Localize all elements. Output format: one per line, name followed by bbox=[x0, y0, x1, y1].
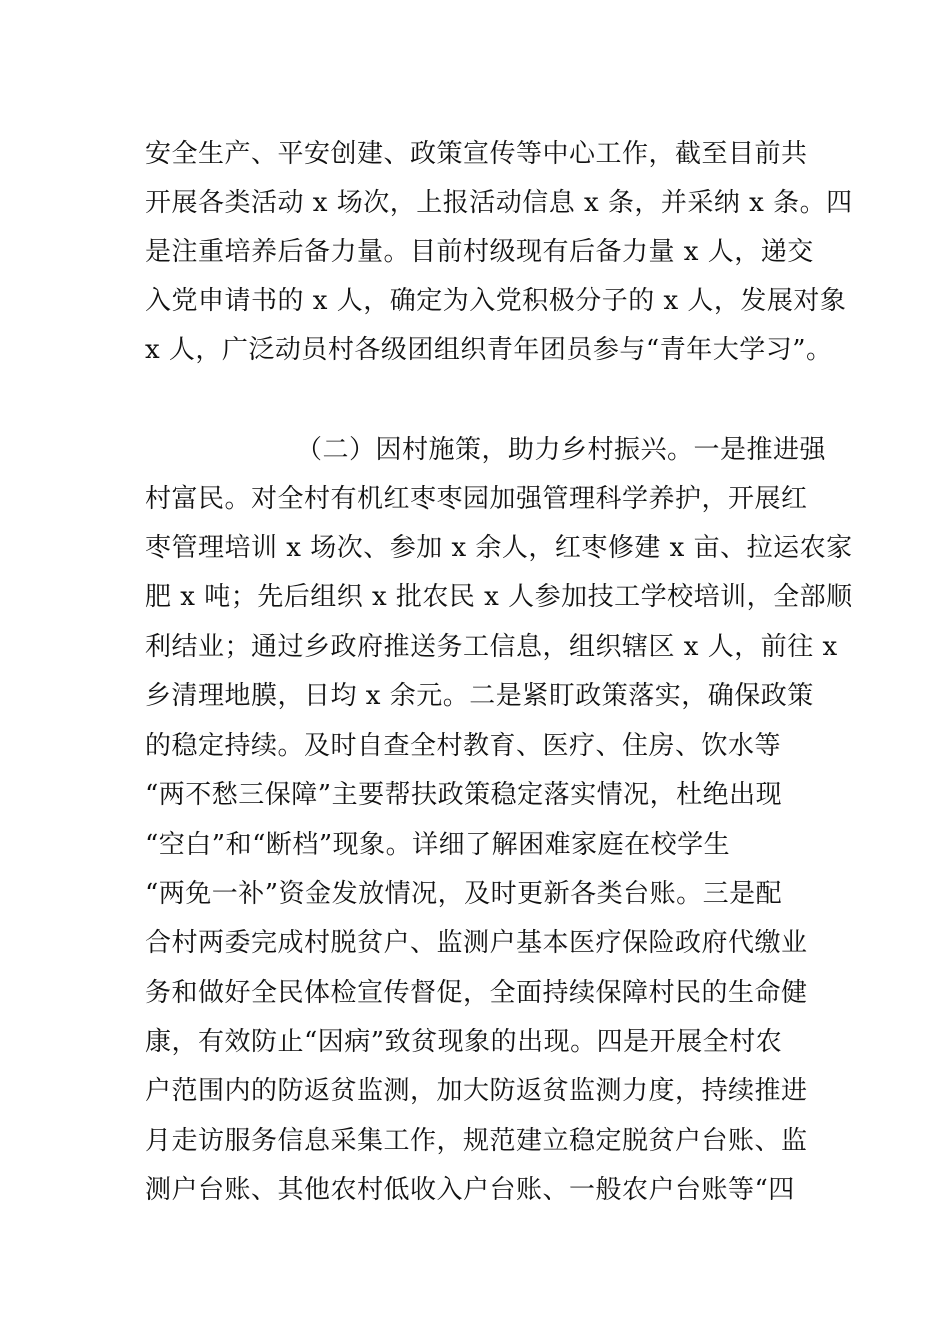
paragraph-2-line-8: “两不愁三保障”主要帮扶政策稳定落实情况，杜绝出现 bbox=[145, 780, 783, 810]
paragraph-2-line-4: 肥 x 吨；先后组织 x 批农民 x 人参加技工学校培训，全部顺 bbox=[145, 582, 853, 612]
paragraph-2-line-7: 的稳定持续。及时自查全村教育、医疗、住房、饮水等 bbox=[145, 731, 782, 761]
paragraph-2-line-15: 月走访服务信息采集工作，规范建立稳定脱贫户台账、监 bbox=[145, 1126, 808, 1156]
paragraph-2-line-12: 务和做好全民体检宣传督促，全面持续保障村民的生命健 bbox=[145, 978, 808, 1008]
paragraph-1-line-5: x 人，广泛动员村各级团组织青年团员参与“青年大学习”。 bbox=[145, 335, 833, 365]
paragraph-1-line-4: 入党申请书的 x 人，确定为入党积极分子的 x 人，发展对象 bbox=[145, 286, 847, 316]
paragraph-2-line-9: “空白”和“断档”现象。详细了解困难家庭在校学生 bbox=[145, 830, 731, 860]
paragraph-2-line-3: 枣管理培训 x 场次、参加 x 余人，红枣修建 x 亩、拉运农家 bbox=[145, 533, 853, 563]
paragraph-2-line-10: “两免一补”资金发放情况，及时更新各类台账。三是配 bbox=[145, 879, 783, 909]
paragraph-1-line-2: 开展各类活动 x 场次，上报活动信息 x 条，并采纳 x 条。四 bbox=[145, 188, 853, 218]
paragraph-2-line-5: 利结业；通过乡政府推送务工信息，组织辖区 x 人，前往 x bbox=[145, 632, 838, 662]
paragraph-2-line-16: 测户台账、其他农村低收入户台账、一般农户台账等“四 bbox=[145, 1175, 795, 1205]
paragraph-2-line-11: 合村两委完成村脱贫户、监测户基本医疗保险政府代缴业 bbox=[145, 928, 808, 958]
paragraph-2-line-1: （二）因村施策，助力乡村振兴。一是推进强 bbox=[296, 435, 827, 465]
paragraph-2-line-14: 户范围内的防返贫监测，加大防返贫监测力度，持续推进 bbox=[145, 1076, 808, 1106]
paragraph-2-line-6: 乡清理地膜，日均 x 余元。二是紧盯政策落实，确保政策 bbox=[145, 681, 814, 711]
paragraph-2-line-2: 村富民。对全村有机红枣枣园加强管理科学养护，开展红 bbox=[145, 484, 808, 514]
paragraph-1-line-1: 安全生产、平安创建、政策宣传等中心工作，截至目前共 bbox=[145, 139, 808, 169]
paragraph-1-line-3: 是注重培养后备力量。目前村级现有后备力量 x 人，递交 bbox=[145, 237, 814, 267]
paragraph-2-line-13: 康，有效防止“因病”致贫现象的出现。四是开展全村农 bbox=[145, 1027, 783, 1057]
